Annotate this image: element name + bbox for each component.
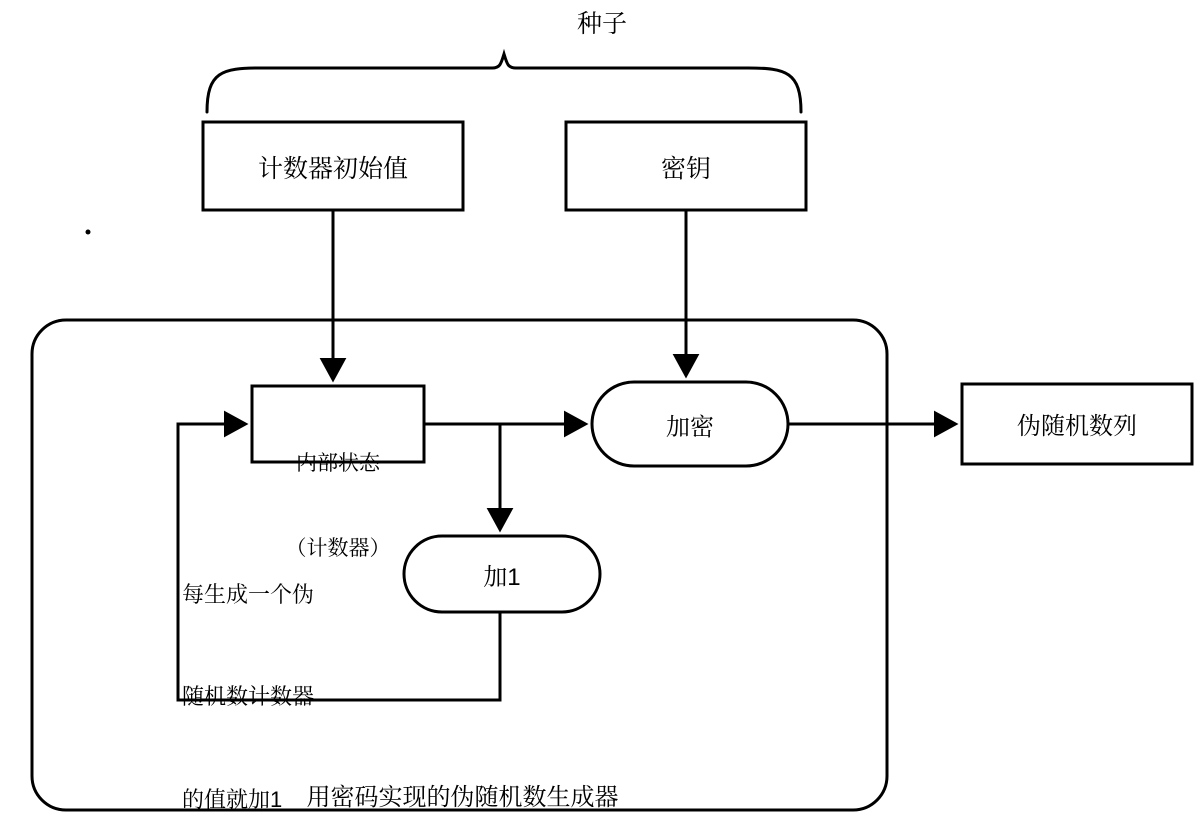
add-one-label: 加1: [483, 564, 521, 591]
internal-state-label-line1: 内部状态: [296, 451, 380, 475]
internal-state-label-line2: （计数器）: [285, 536, 391, 560]
output-label: 伪随机数列: [1017, 413, 1137, 440]
increment-note-line2: 随机数计数器: [182, 684, 315, 710]
seed-label: 种子: [576, 10, 627, 38]
increment-note-line3: 的值就加1: [182, 786, 283, 812]
encrypt-label: 加密: [666, 414, 714, 441]
counter-init-label: 计数器初始值: [257, 155, 408, 183]
key-label: 密钥: [660, 155, 711, 183]
increment-note: [182, 510, 382, 822]
outer-container-label: 用密码实现的伪随机数生成器: [306, 784, 619, 811]
increment-note-line1: 每生成一个伪: [182, 582, 315, 608]
seed-brace: [207, 54, 801, 112]
stray-dot: [86, 230, 91, 235]
